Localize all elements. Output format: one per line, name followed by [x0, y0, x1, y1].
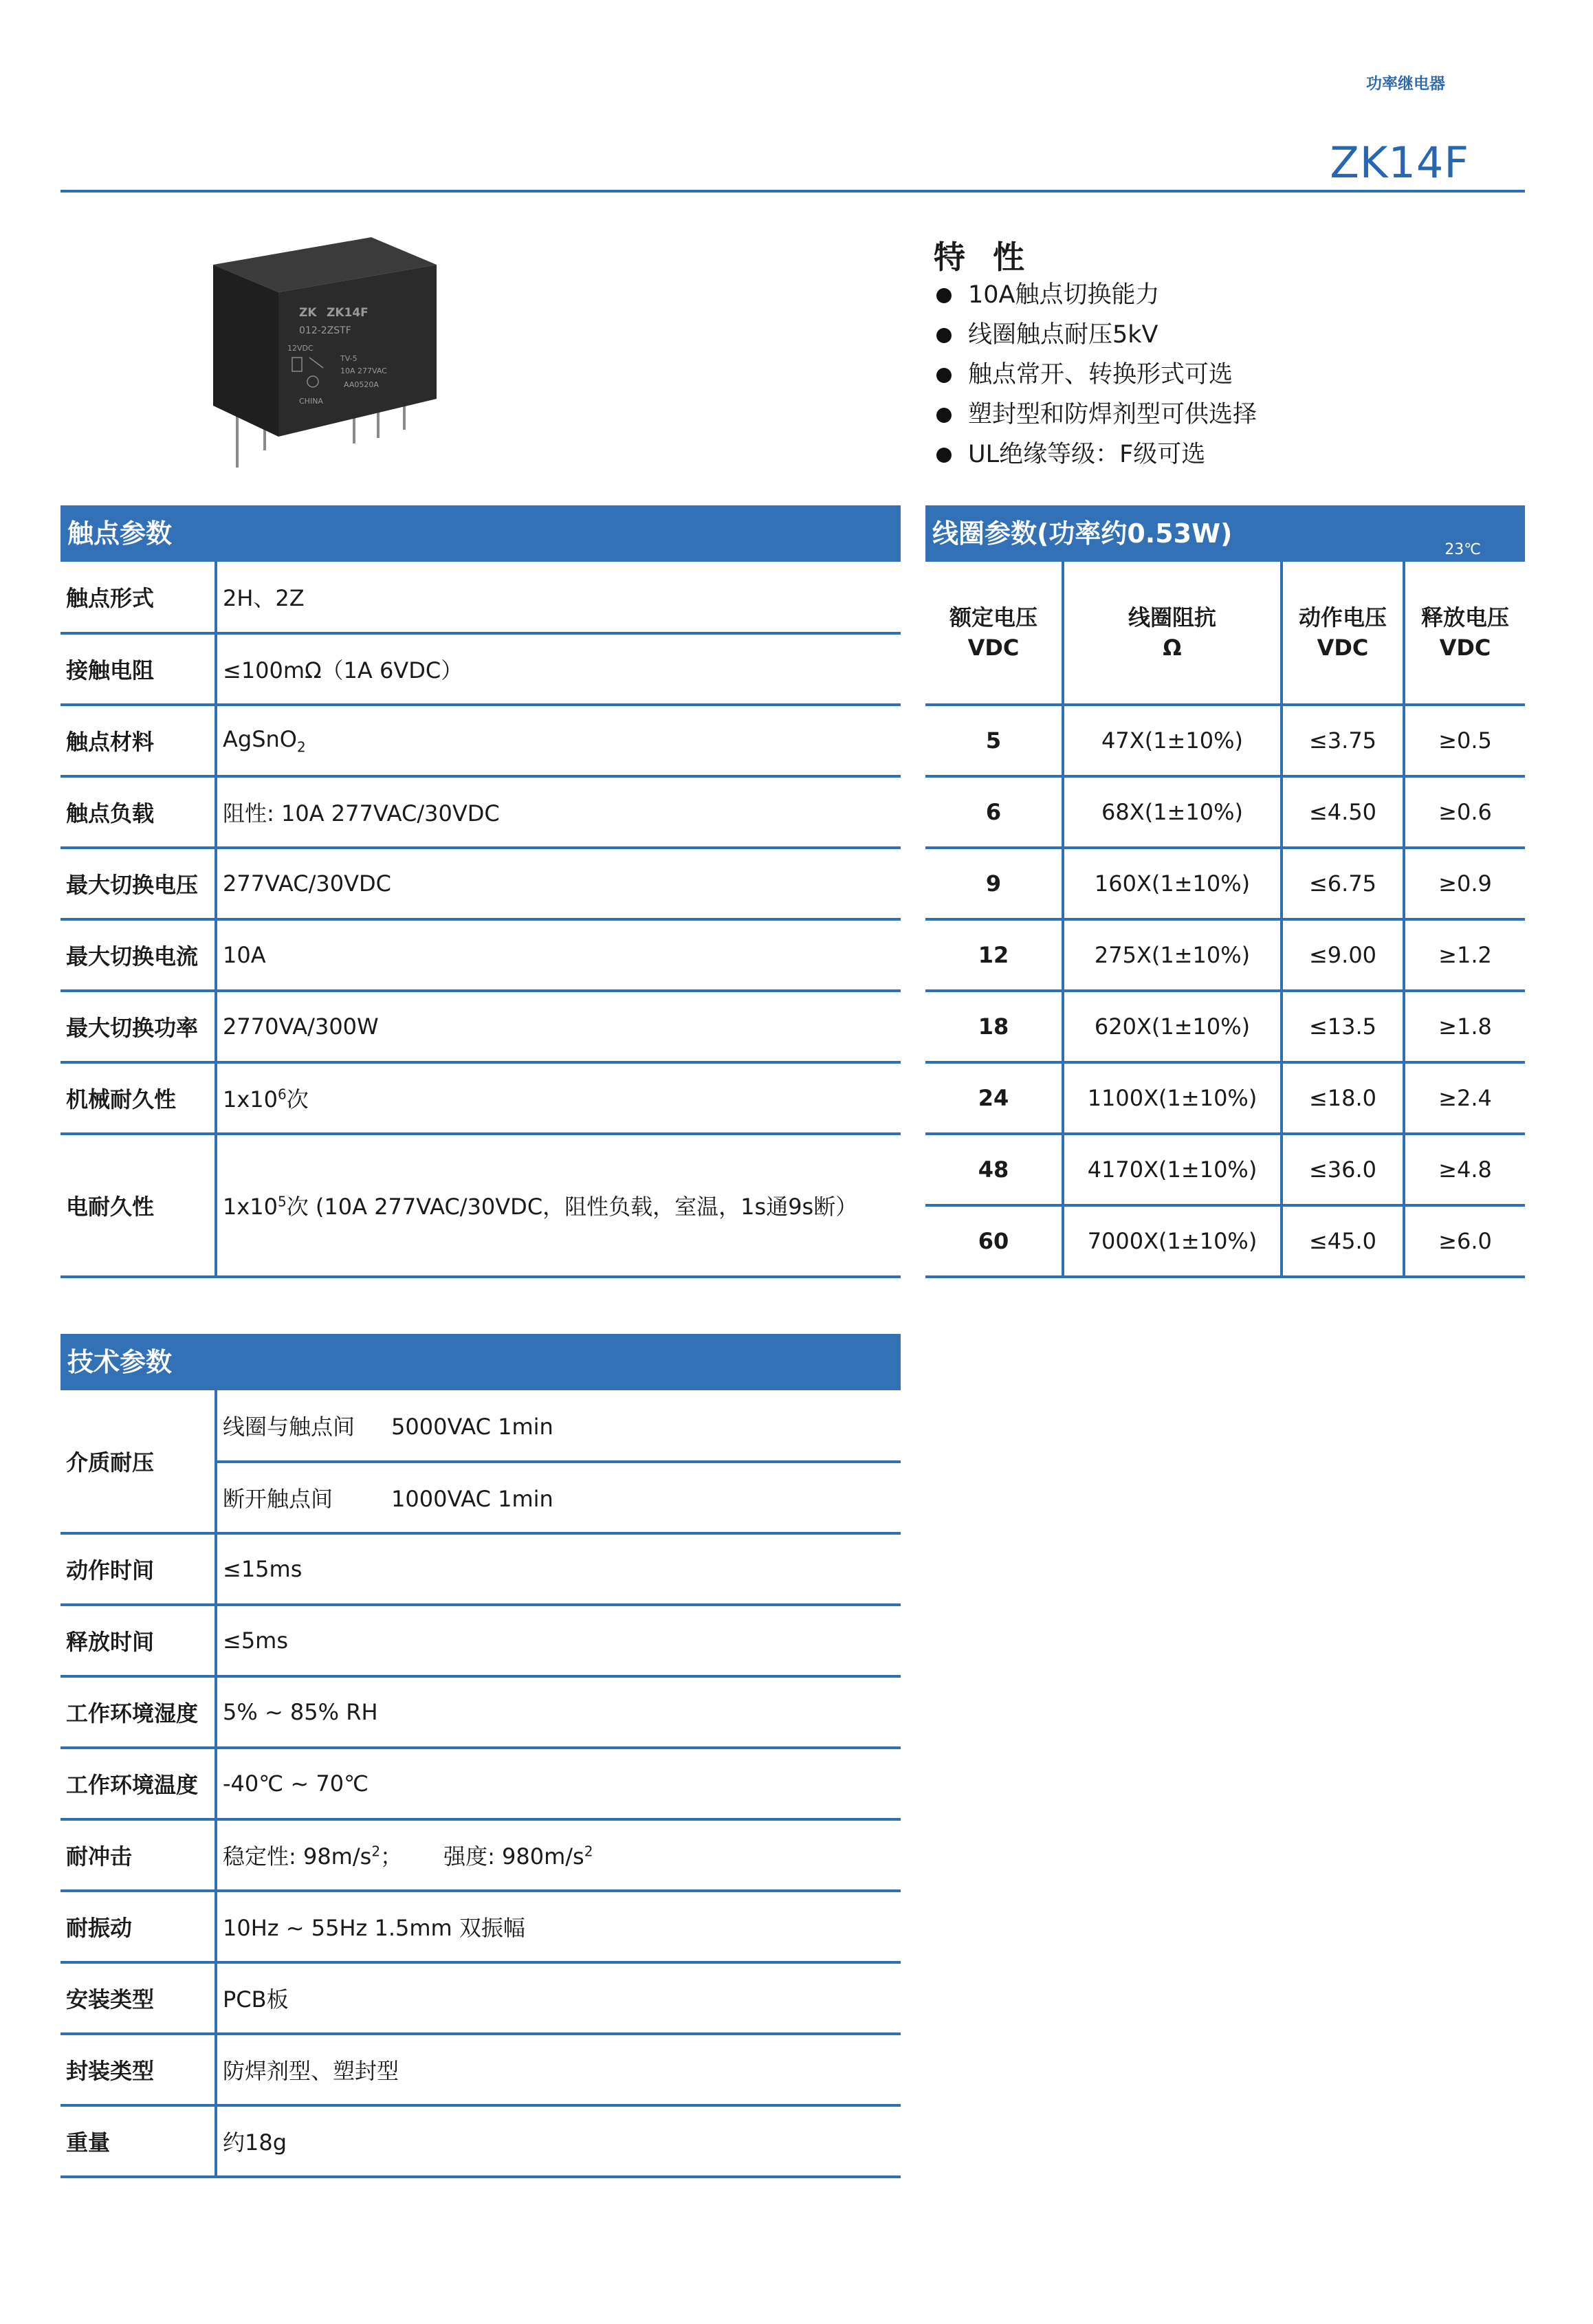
table-row — [61, 1533, 901, 1605]
features-list — [936, 275, 1257, 474]
column-header: 额定电压 VDC — [925, 562, 1063, 705]
cell: 5 — [925, 705, 1063, 776]
cell: ≥0.5 — [1404, 705, 1525, 776]
param-value — [216, 705, 901, 776]
cell: ≤4.50 — [1282, 776, 1404, 848]
column-header: 线圈阻抗 Ω — [1063, 562, 1282, 705]
photo-cert: AA0520A — [344, 380, 379, 389]
cell: 7000X(1±10%) — [1063, 1205, 1282, 1277]
param-key: 介质耐压 — [61, 1390, 216, 1533]
param-value: -40℃ ~ 70℃ — [216, 1748, 901, 1819]
sub-label: 线圈与触点间 — [223, 1414, 355, 1440]
param-key: 接触电阻 — [61, 633, 216, 705]
feature-item: 塑封型和防焊剂型可供选择 — [936, 395, 1257, 435]
param-value — [216, 1390, 901, 1462]
table-row — [61, 1819, 901, 1891]
table-row — [61, 705, 901, 776]
table-row — [925, 705, 1525, 776]
value-text: 1x10 — [223, 1194, 278, 1220]
cell: ≤13.5 — [1282, 991, 1404, 1062]
param-key: 耐冲击 — [61, 1819, 216, 1891]
param-value: ≤5ms — [216, 1605, 901, 1676]
cell: ≤3.75 — [1282, 705, 1404, 776]
param-key: 安装类型 — [61, 1962, 216, 2034]
param-value: 2770VA/300W — [216, 991, 901, 1062]
cell: ≤18.0 — [1282, 1062, 1404, 1134]
column-header: 动作电压 VDC — [1282, 562, 1404, 705]
table-row — [61, 1390, 901, 1462]
coil-params-header — [925, 505, 1525, 562]
feature-item: 10A触点切换能力 — [936, 275, 1257, 315]
cell: 47X(1±10%) — [1063, 705, 1282, 776]
table-row — [61, 1062, 901, 1134]
table-row — [61, 991, 901, 1062]
cell: ≥6.0 — [1404, 1205, 1525, 1277]
cell: ≤45.0 — [1282, 1205, 1404, 1277]
param-key: 工作环境湿度 — [61, 1676, 216, 1748]
param-value — [216, 1819, 901, 1891]
photo-coil: 12VDC — [287, 344, 314, 353]
sub-value: 5000VAC 1min — [391, 1414, 553, 1440]
material-text: AgSnO — [223, 725, 297, 752]
cell: 68X(1±10%) — [1063, 776, 1282, 848]
param-value: 防焊剂型、塑封型 — [216, 2034, 901, 2105]
param-value — [216, 1062, 901, 1134]
cell: 18 — [925, 991, 1063, 1062]
value-text: 稳定性: 98m/s — [223, 1843, 372, 1870]
cell: ≤6.75 — [1282, 848, 1404, 919]
value-text: 次 — [286, 1086, 309, 1112]
cell: 9 — [925, 848, 1063, 919]
table-row — [61, 562, 901, 633]
header-divider — [61, 190, 1525, 193]
param-key: 电耐久性 — [61, 1134, 216, 1277]
table-row — [925, 848, 1525, 919]
param-key: 工作环境温度 — [61, 1748, 216, 1819]
param-key: 最大切换电压 — [61, 848, 216, 919]
table-row — [61, 1891, 901, 1962]
table-row — [925, 919, 1525, 991]
sub-value: 1000VAC 1min — [391, 1486, 553, 1512]
param-key: 最大切换电流 — [61, 919, 216, 991]
cell: 24 — [925, 1062, 1063, 1134]
param-key: 耐振动 — [61, 1891, 216, 1962]
tech-params-header: 技术参数 — [61, 1334, 901, 1390]
contact-params-table — [61, 562, 901, 1278]
photo-brand: ZK — [299, 306, 317, 320]
value-text: ； — [380, 1843, 403, 1870]
table-header-row — [925, 562, 1525, 705]
model-title: ZK14F — [1330, 138, 1469, 188]
table-row — [925, 1134, 1525, 1205]
material-subscript: 2 — [296, 738, 306, 756]
value-exponent: 2 — [584, 1843, 593, 1860]
table-row — [61, 919, 901, 991]
cell: ≥4.8 — [1404, 1134, 1525, 1205]
photo-part: 012-2ZSTF — [299, 325, 351, 336]
param-key: 机械耐久性 — [61, 1062, 216, 1134]
param-value: 2H、2Z — [216, 562, 901, 633]
tech-params-table — [61, 1390, 901, 2178]
param-value: ≤100mΩ（1A 6VDC） — [216, 633, 901, 705]
value-exponent: 5 — [278, 1193, 287, 1210]
table-row — [61, 1605, 901, 1676]
cell: 275X(1±10%) — [1063, 919, 1282, 991]
param-value: 约18g — [216, 2105, 901, 2177]
cell: 12 — [925, 919, 1063, 991]
cell: 60 — [925, 1205, 1063, 1277]
table-row — [61, 1748, 901, 1819]
category-label: 功率继电器 — [1366, 75, 1445, 93]
param-key: 重量 — [61, 2105, 216, 2177]
cell: ≥1.2 — [1404, 919, 1525, 991]
value-exponent: 6 — [278, 1086, 287, 1103]
feature-item: 触点常开、转换形式可选 — [936, 355, 1257, 395]
sub-label: 断开触点间 — [223, 1486, 333, 1512]
param-value: 阻性: 10A 277VAC/30VDC — [216, 776, 901, 848]
param-key: 封装类型 — [61, 2034, 216, 2105]
param-value — [216, 1134, 901, 1277]
table-row — [61, 633, 901, 705]
table-row — [61, 2105, 901, 2177]
param-key: 触点形式 — [61, 562, 216, 633]
value-text: 强度: 980m/s — [443, 1843, 584, 1870]
param-value: 277VAC/30VDC — [216, 848, 901, 919]
coil-temp-note: 23℃ — [1444, 541, 1481, 558]
coil-params-table — [925, 562, 1525, 1278]
param-key: 触点材料 — [61, 705, 216, 776]
feature-item: UL绝缘等级：F级可选 — [936, 435, 1257, 474]
table-row — [61, 1962, 901, 2034]
param-value: 10Hz ~ 55Hz 1.5mm 双振幅 — [216, 1891, 901, 1962]
photo-rating1: TV-5 — [340, 354, 358, 363]
value-text: 1x10 — [223, 1086, 278, 1112]
cell: ≥0.6 — [1404, 776, 1525, 848]
features-title: 特性 — [934, 239, 1052, 276]
param-key: 释放时间 — [61, 1605, 216, 1676]
cell: 6 — [925, 776, 1063, 848]
table-row — [61, 2034, 901, 2105]
value-exponent: 2 — [371, 1843, 381, 1860]
feature-item: 线圈触点耐压5kV — [936, 315, 1257, 355]
contact-params-header: 触点参数 — [61, 505, 901, 562]
cell: 4170X(1±10%) — [1063, 1134, 1282, 1205]
param-value — [216, 1462, 901, 1533]
param-value: 5% ~ 85% RH — [216, 1676, 901, 1748]
param-key: 最大切换功率 — [61, 991, 216, 1062]
photo-rating2: 10A 277VAC — [340, 366, 387, 375]
table-row — [61, 848, 901, 919]
cell: ≥1.8 — [1404, 991, 1525, 1062]
cell: ≤9.00 — [1282, 919, 1404, 991]
table-row — [61, 776, 901, 848]
table-row — [61, 1676, 901, 1748]
cell: ≥2.4 — [1404, 1062, 1525, 1134]
cell: 48 — [925, 1134, 1063, 1205]
cell: 160X(1±10%) — [1063, 848, 1282, 919]
param-key: 动作时间 — [61, 1533, 216, 1605]
param-value: 10A — [216, 919, 901, 991]
table-row — [925, 991, 1525, 1062]
param-value: PCB板 — [216, 1962, 901, 2034]
table-row — [925, 776, 1525, 848]
relay-photo — [199, 223, 461, 485]
value-text: 次 (10A 277VAC/30VDC，阻性负载，室温，1s通9s断） — [286, 1194, 858, 1220]
cell: ≥0.9 — [1404, 848, 1525, 919]
table-row — [925, 1205, 1525, 1277]
table-row — [925, 1062, 1525, 1134]
photo-origin: CHINA — [299, 397, 323, 406]
photo-model: ZK14F — [327, 306, 369, 320]
coil-params-title: 线圈参数(功率约0.53W) — [932, 518, 1233, 549]
column-header: 释放电压 VDC — [1404, 562, 1525, 705]
param-key: 触点负载 — [61, 776, 216, 848]
cell: 620X(1±10%) — [1063, 991, 1282, 1062]
table-row — [61, 1134, 901, 1277]
cell: 1100X(1±10%) — [1063, 1062, 1282, 1134]
cell: ≤36.0 — [1282, 1134, 1404, 1205]
param-value: ≤15ms — [216, 1533, 901, 1605]
